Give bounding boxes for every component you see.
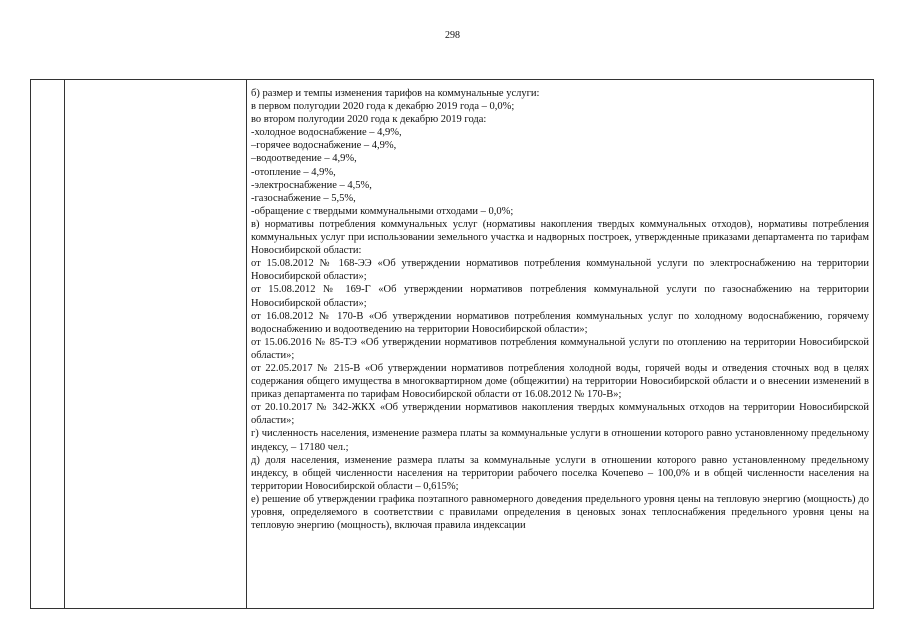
text-line-cold-water: -холодное водоснабжение – 4,9%,: [251, 127, 402, 139]
paragraph-order-215-v: от 22.05.2017 № 215-В «Об утверждении нормативов потребления холодной воды, горячей воды и отведения сточных вод в целях содержания общего имущества в многоквартирном доме (общежитии) на территории Новосибирской области и о внесении изменений в приказ департамента по тарифам Новосибирской области от 16.08.2012 № 170-В»;: [251, 362, 869, 401]
document-table: [30, 79, 874, 609]
paragraph-order-169-g: от 15.08.2012 № 169-Г «Об утверждении нормативов потребления коммунальной услуги по газоснабжению на территории Новосибирской области»;: [251, 284, 869, 309]
text-line-electricity: -электроснабжение – 4,5%,: [251, 179, 372, 191]
text-line-hot-water: –горячее водоснабжение – 4,9%,: [251, 140, 397, 152]
content-text-block: [247, 80, 873, 532]
table-cell-blank-2: [65, 80, 247, 609]
page-number: 298: [445, 30, 460, 41]
text-line-sewerage: –водоотведение – 4,9%,: [251, 153, 357, 165]
paragraph-consumption-norms: в) нормативы потребления коммунальных услуг (нормативы накопления твердых коммунальных отходов), нормативы потребления коммунальных услуг при использовании земельного участка и надворных построек, утвержденные приказами департамента по тарифам Новосибирской области:: [251, 218, 869, 257]
text-line-second-half: во втором полугодии 2020 года к декабрю 2019 года:: [251, 114, 487, 126]
text-line-first-half: в первом полугодии 2020 года к декабрю 2019 года – 0,0%;: [251, 101, 515, 113]
text-line-gas: -газоснабжение – 5,5%,: [251, 192, 356, 204]
paragraph-population-share: д) доля населения, изменение размера платы за коммунальные услуги в отношении которого равно установленному предельному индексу, в общей численности населения на территории рабочего поселка Кочепево – 100,0% и в общей численности населения на территории Новосибирской области – 0,615%;: [251, 454, 869, 492]
text-line-solid-waste: -обращение с твердыми коммунальными отходами – 0,0%;: [251, 205, 514, 217]
table-cell-blank-1: [31, 80, 65, 609]
text-line-tariff-heading: б) размер и темпы изменения тарифов на коммунальные услуги:: [251, 88, 540, 99]
text-line-heating: -отопление – 4,9%,: [251, 166, 336, 178]
paragraph-order-170-v: от 16.08.2012 № 170-В «Об утверждении нормативов потребления коммунальных услуг по холодному водоснабжению, горячему водоснабжению и водоотведению на территории Новосибирской области»;: [251, 310, 869, 335]
paragraph-order-168-ee: от 15.08.2012 № 168-ЭЭ «Об утверждении нормативов потребления коммунальной услуги по электроснабжению на территории Новосибирской области»;: [251, 258, 869, 283]
table-row: [31, 80, 874, 609]
paragraph-order-85-te: от 15.06.2016 № 85-ТЭ «Об утверждении нормативов потребления коммунальной услуги по отоплению на территории Новосибирской области»;: [251, 336, 869, 361]
paragraph-order-342-zhkh: от 20.10.2017 № 342-ЖКХ «Об утверждении нормативов накопления твердых коммунальных отходов на территории Новосибирской области»;: [251, 402, 869, 427]
paragraph-population-count: г) численность населения, изменение размера платы за коммунальные услуги в отношении которого равно установленному предельному индексу, – 17180 чел.;: [251, 428, 869, 453]
table-cell-content: [247, 80, 874, 609]
paragraph-price-schedule: е) решение об утверждении графика поэтапного равномерного доведения предельного уровня цены на тепловую энергию (мощность) до уровня, определяемого в соответствии с правилами определения в ценовых зонах теплоснабжения предельного уровня цены на тепловую энергию (мощность), включая правила индексации: [251, 493, 869, 532]
